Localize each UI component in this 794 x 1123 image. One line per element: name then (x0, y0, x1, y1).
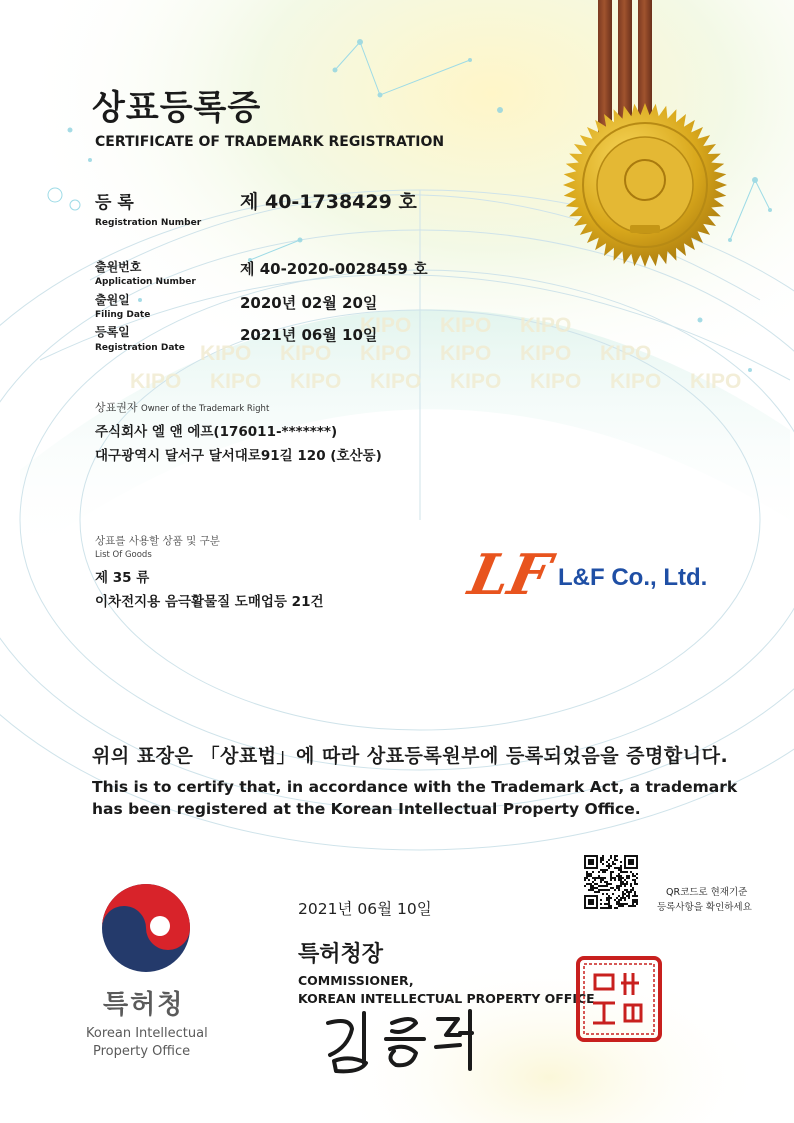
kipo-emblem (98, 880, 194, 976)
svg-text:KIPO: KIPO (210, 370, 262, 393)
qr-code[interactable] (582, 853, 640, 911)
qr-note-line2: 등록사항을 확인하세요 (657, 902, 752, 913)
application-label-ko: 출원번호 (95, 260, 142, 274)
goods-class: 제 35 류 (95, 570, 150, 586)
registration-number: 제 40-1738429 호 (240, 191, 417, 213)
svg-text:KIPO: KIPO (290, 370, 342, 393)
reg-date-label-en: Registration Date (95, 343, 185, 353)
reg-date-label-ko: 등록일 (95, 325, 130, 339)
goods-label-ko: 상표를 사용할 상품 및 구분 (95, 535, 220, 547)
trademark-logo (463, 538, 736, 608)
goods-description: 이차전지용 음극활물질 도매업등 21건 (95, 594, 324, 610)
title-korean: 상표등록증 (92, 88, 262, 128)
issue-date: 2021년 06월 10일 (298, 900, 432, 918)
svg-text:KIPO: KIPO (520, 342, 572, 365)
application-label-en: Application Number (95, 277, 196, 287)
certification-korean: 위의 표장은 「상표법」에 따라 상표등록원부에 등록되었음을 증명합니다. (92, 745, 729, 767)
commissioner-title-ko: 특허청장 (298, 942, 384, 967)
svg-text:KIPO: KIPO (450, 370, 502, 393)
svg-text:KIPO: KIPO (360, 342, 412, 365)
registration-label-ko: 등 록 (95, 193, 134, 213)
svg-text:KIPO: KIPO (200, 342, 252, 365)
commissioner-signature (320, 1005, 490, 1077)
commissioner-title-en-line2: KOREAN INTELLECTUAL PROPERTY OFFICE (298, 991, 595, 1006)
certification-english-line2: has been registered at the Korean Intellectual Property Office. (92, 800, 641, 818)
filing-label-en: Filing Date (95, 310, 151, 320)
official-stamp (575, 955, 663, 1043)
svg-text:KIPO: KIPO (520, 314, 572, 337)
svg-text:KIPO: KIPO (370, 370, 422, 393)
owner-label-en: Owner of the Trademark Right (141, 404, 270, 414)
watermark-row-1: KIPO (360, 314, 412, 337)
kipo-name-ko: 특허청 (103, 990, 185, 1020)
registration-label-en: Registration Number (95, 218, 202, 228)
filing-date: 2020년 02월 20일 (240, 294, 378, 312)
kipo-name-en-line1: Korean Intellectual (86, 1026, 208, 1041)
goods-label-en: List Of Goods (95, 550, 152, 560)
svg-text:KIPO: KIPO (130, 370, 182, 393)
svg-text:KIPO: KIPO (530, 370, 582, 393)
trademark-text: L&F Co., Ltd. (558, 564, 708, 591)
filing-label-ko: 출원일 (95, 293, 130, 307)
qr-note-line1: QR코드로 현재기준 (666, 887, 748, 898)
title-english: CERTIFICATE OF TRADEMARK REGISTRATION (95, 134, 445, 150)
owner-address: 대구광역시 달서구 달서대로91길 120 (호산동) (95, 448, 382, 464)
svg-text:KIPO: KIPO (690, 370, 742, 393)
certification-english-line1: This is to certify that, in accordance with the Trademark Act, a trademark (92, 778, 738, 796)
owner-name: 주식회사 엘 앤 에프(176011-*******) (95, 424, 338, 440)
registration-date: 2021년 06월 10일 (240, 326, 378, 344)
svg-text:KIPO: KIPO (440, 314, 492, 337)
owner-label (95, 399, 269, 415)
commissioner-title-en-line1: COMMISSIONER, (298, 973, 414, 988)
svg-text:KIPO: KIPO (600, 342, 652, 365)
svg-text:KIPO: KIPO (440, 342, 492, 365)
kipo-name-en-line2: Property Office (93, 1044, 191, 1059)
svg-text:KIPO: KIPO (280, 342, 332, 365)
owner-label-ko: 상표권자 (95, 401, 138, 414)
gold-seal (560, 100, 730, 270)
application-number: 제 40-2020-0028459 호 (240, 260, 428, 278)
trademark-mark: LF (463, 542, 557, 608)
svg-text:KIPO: KIPO (610, 370, 662, 393)
